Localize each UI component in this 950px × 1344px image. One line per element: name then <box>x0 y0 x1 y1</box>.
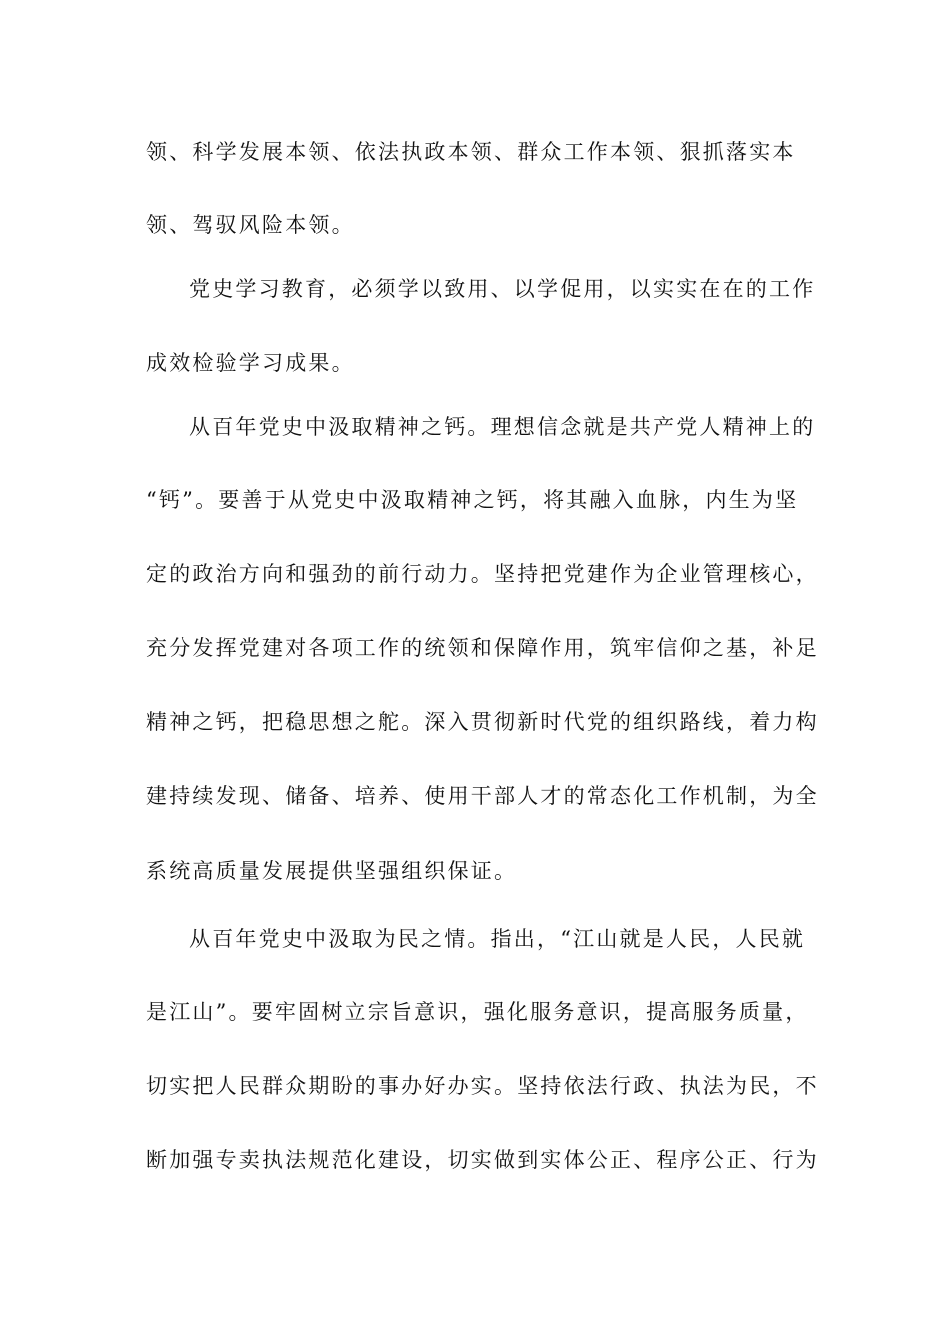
text-line: 充分发挥党建对各项工作的统领和保障作用，筑牢信仰之基，补足 <box>146 636 819 660</box>
text-line: 建持续发现、储备、培养、使用干部人才的常态化工作机制，为全 <box>146 784 819 808</box>
text-line: 系统高质量发展提供坚强组织保证。 <box>146 859 518 883</box>
text-line: 领、科学发展本领、依法执政本领、群众工作本领、狠抓落实本 <box>146 140 796 164</box>
paragraph-first-line: 从百年党史中汲取精神之钙。理想信念就是共产党人精神上的 <box>189 415 816 439</box>
text-line: 领、驾驭风险本领。 <box>146 213 355 237</box>
text-line: “钙”。要善于从党史中汲取精神之钙，将其融入血脉，内生为坚 <box>146 488 799 512</box>
text-line: 是江山”。要牢固树立宗旨意识，强化服务意识，提高服务质量， <box>146 1000 809 1024</box>
text-line: 精神之钙，把稳思想之舵。深入贯彻新时代党的组织路线，着力构 <box>146 710 819 734</box>
text-line: 断加强专卖执法规范化建设，切实做到实体公正、程序公正、行为 <box>146 1148 819 1172</box>
text-line: 成效检验学习成果。 <box>146 351 355 375</box>
text-line: 切实把人民群众期盼的事办好办实。坚持依法行政、执法为民，不 <box>146 1074 819 1098</box>
text-line: 定的政治方向和强劲的前行动力。坚持把党建作为企业管理核心， <box>146 562 819 586</box>
paragraph-first-line: 党史学习教育，必须学以致用、以学促用，以实实在在的工作 <box>189 277 816 301</box>
paragraph-first-line: 从百年党史中汲取为民之情。指出，“江山就是人民，人民就 <box>189 927 806 951</box>
